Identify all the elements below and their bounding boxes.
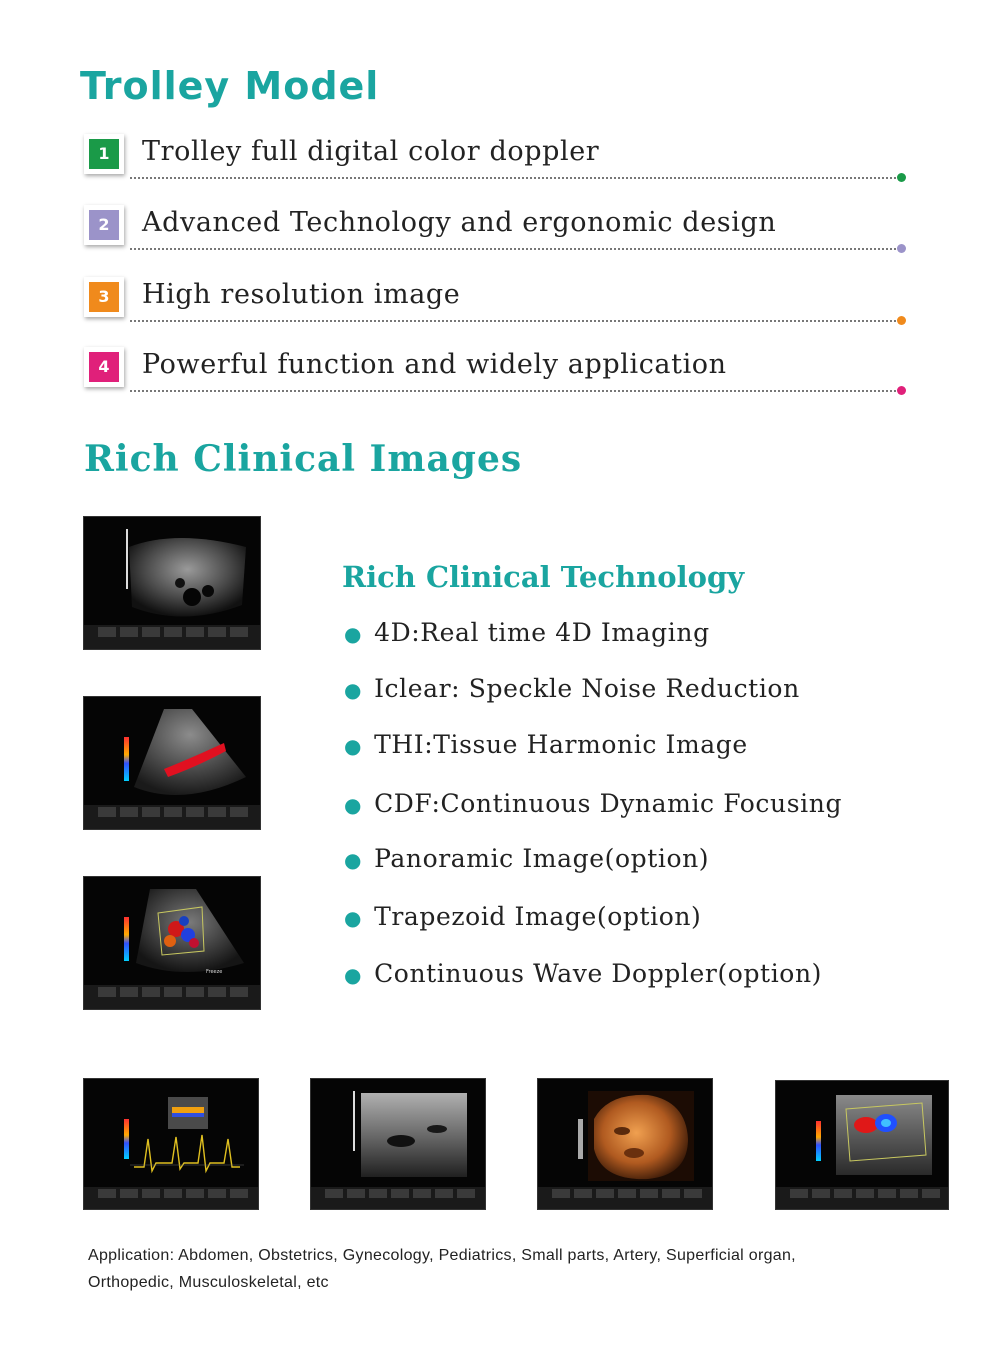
feature-badge — [84, 205, 124, 245]
end-dot — [897, 316, 906, 325]
feature-badge — [84, 277, 124, 317]
technology-item — [344, 844, 709, 873]
rich-clinical-technology-title: Rich Clinical Technology — [342, 560, 745, 594]
bullet-icon: ● — [344, 963, 363, 987]
technology-item — [344, 618, 710, 647]
bullet-icon: ● — [344, 678, 363, 702]
technology-item-text: Iclear: Speckle Noise Reduction — [374, 674, 800, 703]
application-text: Application: Abdomen, Obstetrics, Gynecology, Pediatrics, Small parts, Artery, Superficial organ, Orthopedic, Musculoskeletal, etc — [88, 1247, 796, 1291]
feature-text: High resolution image — [142, 279, 461, 310]
dotted-divider — [130, 177, 900, 179]
dotted-divider — [130, 320, 900, 322]
end-dot — [897, 244, 906, 253]
dotted-divider — [130, 248, 900, 250]
clinical-image-2 — [84, 697, 260, 829]
feature-item-3 — [84, 277, 906, 327]
feature-number: 2 — [89, 210, 119, 240]
technology-item-text: Panoramic Image(option) — [374, 844, 710, 873]
technology-item-text: 4D:Real time 4D Imaging — [374, 618, 710, 647]
feature-text: Trolley full digital color doppler — [142, 136, 600, 167]
trolley-model-title: Trolley Model — [80, 64, 380, 108]
clinical-image-4 — [84, 1079, 258, 1209]
technology-item — [344, 902, 701, 931]
technology-item — [344, 959, 822, 988]
clinical-image-5 — [311, 1079, 485, 1209]
feature-item-4 — [84, 347, 906, 397]
clinical-image-7 — [776, 1081, 948, 1209]
bullet-icon: ● — [344, 793, 363, 817]
freeze-label: Freeze — [206, 969, 223, 975]
technology-item — [344, 674, 800, 703]
bullet-icon: ● — [344, 622, 363, 646]
feature-text: Powerful function and widely application — [142, 349, 727, 380]
clinical-image-6 — [538, 1079, 712, 1209]
bullet-icon: ● — [344, 734, 363, 758]
technology-item-text: Trapezoid Image(option) — [374, 902, 702, 931]
feature-number: 4 — [89, 352, 119, 382]
clinical-image-3 — [84, 877, 260, 1009]
rich-clinical-images-title: Rich Clinical Images — [84, 438, 523, 480]
technology-item-text: Continuous Wave Doppler(option) — [374, 959, 823, 988]
feature-text: Advanced Technology and ergonomic design — [142, 207, 777, 238]
end-dot — [897, 173, 906, 182]
bullet-icon: ● — [344, 906, 363, 930]
feature-badge — [84, 347, 124, 387]
feature-number: 1 — [89, 139, 119, 169]
dotted-divider — [130, 390, 900, 392]
end-dot — [897, 386, 906, 395]
feature-item-2 — [84, 205, 906, 255]
feature-item-1 — [84, 134, 906, 184]
feature-number: 3 — [89, 282, 119, 312]
technology-item — [344, 730, 748, 759]
technology-item-text: THI:Tissue Harmonic Image — [374, 730, 748, 759]
feature-badge — [84, 134, 124, 174]
technology-item-text: CDF:Continuous Dynamic Focusing — [374, 789, 843, 818]
clinical-image-1 — [84, 517, 260, 649]
technology-item — [344, 789, 842, 818]
bullet-icon: ● — [344, 848, 363, 872]
